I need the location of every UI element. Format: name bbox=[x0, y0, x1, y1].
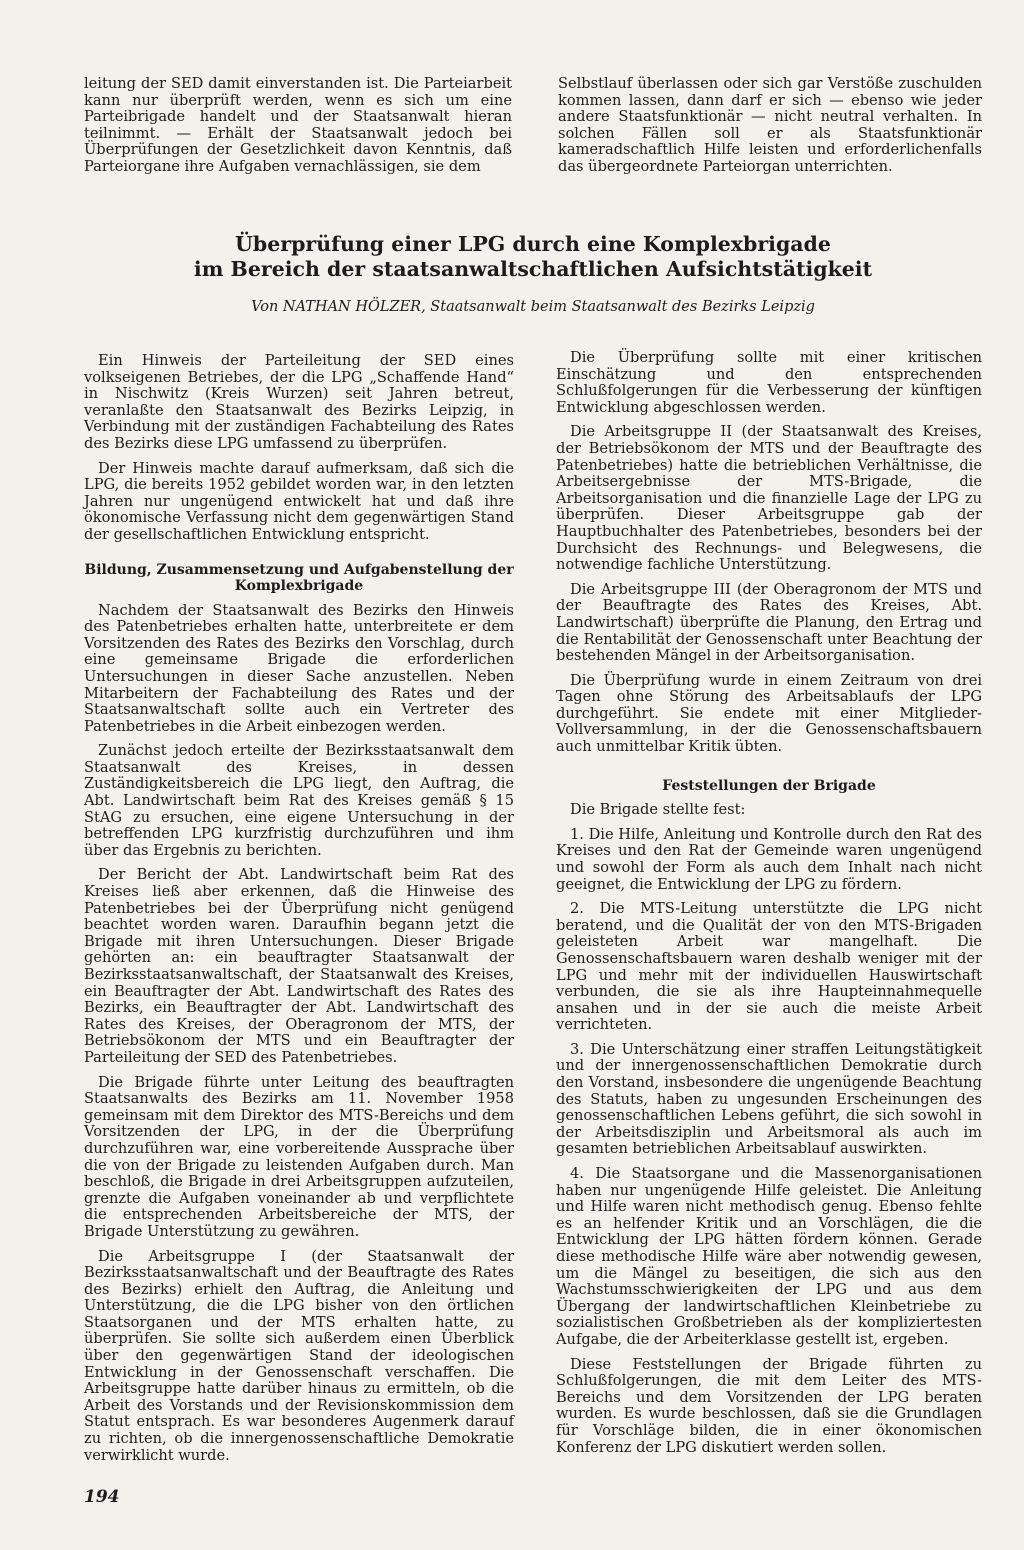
paragraph: Der Hinweis machte darauf aufmerksam, daß sich die LPG, die bereits 1952 gebildet worden war, in den letzten Jahren nur ungenügend entwickelt hat und daß ihre ökonomische Verfassung nicht dem gegenwärtigen Stand der gesellschaftlichen Entwicklung entspricht. bbox=[84, 459, 514, 543]
section-heading: Bildung, Zusammensetzung und Aufgabenstellung der Komplexbrigade bbox=[84, 561, 514, 595]
article-byline: Von NATHAN HÖLZER, Staatsanwalt beim Staatsanwalt des Bezirks Leipzig bbox=[251, 299, 815, 315]
paragraph: Diese Feststellungen der Brigade führten zu Schlußfolgerungen, die mit dem Leiter des MTS-Bereichs und dem Vorsitzenden der LPG beraten wurden. Es wurde beschlossen, daß sie die Grundlagen für Vorschläge bilden, die in einer ökonomischen Konferenz der LPG diskutiert werden sollen. bbox=[556, 1355, 982, 1456]
section-heading: Feststellungen der Brigade bbox=[662, 777, 876, 794]
left-column bbox=[84, 353, 514, 1472]
top-right-column bbox=[558, 76, 982, 184]
article-header bbox=[84, 232, 982, 316]
top-left-column bbox=[84, 76, 512, 184]
page-number: 194 bbox=[84, 1487, 120, 1507]
paragraph: Die Arbeitsgruppe II (der Staatsanwalt des Kreises, der Betriebsökonom der MTS und der Beauftragte des Patenbetriebes) hatte die betrieblichen Verhältnisse, die Arbeitsergebnisse der MTS-Brigade, die Arbeitsorganisation und die finanzielle Lage der LPG zu überprüfen. Dieser Arbeitsgruppe gab der Hauptbuchhalter des Patenbetriebes, besonders bei der Durchsicht des Rechnungs- und Belegwesens, die notwendige fachliche Unterstützung. bbox=[556, 423, 982, 574]
paragraph: Die Überprüfung wurde in einem Zeitraum von drei Tagen ohne Störung des Arbeitsablaufs der LPG durchgeführt. Sie endete mit einer Mitglieder-Vollversammlung, in der die Genossenschaftsbauern auch unmittelbar Kritik übten. bbox=[556, 671, 982, 756]
paragraph: Ein Hinweis der Parteileitung der SED eines volkseigenen Betriebes, der die LPG „Schaffende Hand“ in Nischwitz (Kreis Wurzen) seit Jahren betreut, veranlaßte den Staatsanwalt des Bezirks Leipzig, in Verbindung mit der zuständigen Fachabteilung des Rates des Bezirks diese LPG umfassend zu überprüfen. bbox=[84, 352, 514, 452]
list-item: 3. Die Unterschätzung einer straffen Leitungstätigkeit und der innergenossenschaftlichen Demokratie durch den Vorstand, insbesondere die ungenügende Beachtung des Statuts, haben zu ungesunden Erscheinungen des genossenschaftlichen Lebens geführt, die sich sowohl in der Arbeitsdisziplin und Arbeitsmoral als auch im gesamten betrieblichen Arbeitsablauf auswirkten. bbox=[556, 1040, 982, 1158]
paragraph: Die Arbeitsgruppe I (der Staatsanwalt der Bezirksstaatsanwaltschaft und der Beauftragte des Rates des Bezirks) erhielt den Auftrag, die Anleitung und Unterstützung, die die LPG bisher von den örtlichen Staatsorganen und der MTS erhalten hatte, zu überprüfen. Sie sollte sich außerdem einen Überblick über den gegenwärtigen Stand der ideologischen Entwicklung in der Genossenschaft verschaffen. Die Arbeitsgruppe hatte darüber hinaus zu ermitteln, ob die Arbeit des Vorstands und der Revisionskommission dem Statut entsprach. Es war besonderes Augenmerk darauf zu richten, ob die innergenossenschaftliche Demokratie verwirklicht wurde. bbox=[84, 1247, 514, 1464]
paragraph: Die Brigade führte unter Leitung des beauftragten Staatsanwalts des Bezirks am 11. November 1958 gemeinsam mit dem Direktor des MTS-Bereichs und dem Vorsitzenden der LPG, in der die Überprüfung durchzuführen war, eine vorbereitende Aussprache über die von der Brigade zu leistenden Aufgaben durch. Man beschloß, die Brigade in drei Arbeitsgruppen aufzuteilen, grenzte die Aufgaben voneinander ab und verpflichtete die entsprechenden Arbeitsbereiche der MTS, der Brigade Unterstützung zu gewähren. bbox=[84, 1073, 514, 1240]
paragraph: Die Arbeitsgruppe III (der Oberagronom der MTS und der Beauftragte des Rates des Kreises, Abt. Landwirtschaft) überprüfte die Planung, den Ertrag und die Rentabilität der Genossenschaft unter Beachtung der bestehenden Mängel in der Arbeitsorganisation. bbox=[556, 580, 982, 665]
list-item: 1. Die Hilfe, Anleitung und Kontrolle durch den Rat des Kreises und den Rat der Gemeinde waren ungenügend und sowohl der Form als auch dem Inhalt nach nicht geeignet, die Entwicklung der LPG zu fördern. bbox=[556, 825, 982, 893]
list-item: 4. Die Staatsorgane und die Massenorganisationen haben nur ungenügende Hilfe geleistet. Die Anleitung und Hilfe waren nicht methodisch genug. Ebenso fehlte es an helfender Kritik und an Vorschlägen, die die Entwicklung der LPG hätten fördern können. Gerade diese methodische Hilfe wäre aber notwendig gewesen, um die Mängel zu beseitigen, die sich aus den Wachstumsschwierigkeiten der LPG und aus dem Übergang der landwirtschaftlichen Kleinbetriebe zu sozialistischen Großbetrieben als der kompliziertesten Aufgabe, die der Arbeiterklasse gestellt ist, ergeben. bbox=[556, 1165, 982, 1348]
right-column bbox=[556, 350, 982, 1464]
article-title-line-1: Überprüfung einer LPG durch eine Komplexbrigade bbox=[235, 232, 831, 256]
continued-paragraph-left: leitung der SED damit einverstanden ist. Die Parteiarbeit kann nur überprüft werden, wenn es sich um eine Parteibrigade handelt und der Staatsanwalt hieran teilnimmt. — Erhält der Staatsanwalt jedoch bei Überprüfungen der Gesetzlichkeit davon Kenntnis, daß Parteiorgane ihre Aufgaben vernachlässigen, sie dem bbox=[84, 75, 512, 175]
paragraph: Der Bericht der Abt. Landwirtschaft beim Rat des Kreises ließ aber erkennen, daß die Hinweise des Patenbetriebes bei der Überprüfung nicht genügend beachtet worden waren. Daraufhin begann jetzt die Brigade mit ihren Untersuchungen. Dieser Brigade gehörten an: ein beauftragter Staatsanwalt der Bezirksstaatsanwaltschaft, der Staatsanwalt des Kreises, ein Beauftragter der Abt. Landwirtschaft des Rates des Bezirks, ein Beauftragter der Abt. Landwirtschaft des Rates des Kreises, der Oberagronom der MTS, der Betriebsökonom der MTS und ein Beauftragter der Parteileitung der SED des Patenbetriebes. bbox=[84, 866, 514, 1066]
paragraph: Nachdem der Staatsanwalt des Bezirks den Hinweis des Patenbetriebes erhalten hatte, unterbreitete er dem Vorsitzenden des Rates des Bezirks den Vorschlag, durch eine gemeinsame Brigade die erforderlichen Untersuchungen in dieser Sache anzustellen. Neben Mitarbeitern der Fachabteilung des Rates und der Staatsanwaltschaft sollte auch ein Vertreter des Patenbetriebes in die Arbeit einbezogen werden. bbox=[84, 601, 514, 735]
paragraph: Die Brigade stellte fest: bbox=[570, 801, 746, 819]
paragraph: Die Überprüfung sollte mit einer kritischen Einschätzung und den entsprechenden Schlußfolgerungen für die Verbesserung der künftigen Entwicklung abgeschlossen werden. bbox=[556, 349, 982, 416]
article-title-line-2: im Bereich der staatsanwaltschaftlichen Aufsichtstätigkeit bbox=[193, 257, 873, 281]
continued-paragraph-right: Selbstlauf überlassen oder sich gar Verstöße zuschulden kommen lassen, dann darf er sich — ebenso wie jeder andere Staatsfunktionär — nicht neutral verhalten. In solchen Fällen soll er als Staatsfunktionär kameradschaftlich Hilfe leisten und erforderlichenfalls das übergeordnete Parteiorgan unterrichten. bbox=[558, 75, 982, 175]
list-item: 2. Die MTS-Leitung unterstützte die LPG nicht beratend, und die Qualität der von den MTS-Brigaden geleisteten Arbeit war mangelhaft. Die Genossenschaftsbauern waren deshalb weniger mit der LPG und mehr mit der individuellen Hauswirtschaft verbunden, die sie als ihre Haupteinnahmequelle ansahen und in der sie auch die meiste Arbeit verrichteten. bbox=[556, 900, 982, 1034]
paragraph: Zunächst jedoch erteilte der Bezirksstaatsanwalt dem Staatsanwalt des Kreises, in dessen Zuständigkeitsbereich die LPG liegt, den Auftrag, die Abt. Landwirtschaft beim Rat des Kreises gemäß § 15 StAG zu ersuchen, eine eigene Untersuchung in der betreffenden LPG kurzfristig durchzuführen und ihm über das Ergebnis zu berichten. bbox=[84, 742, 514, 859]
